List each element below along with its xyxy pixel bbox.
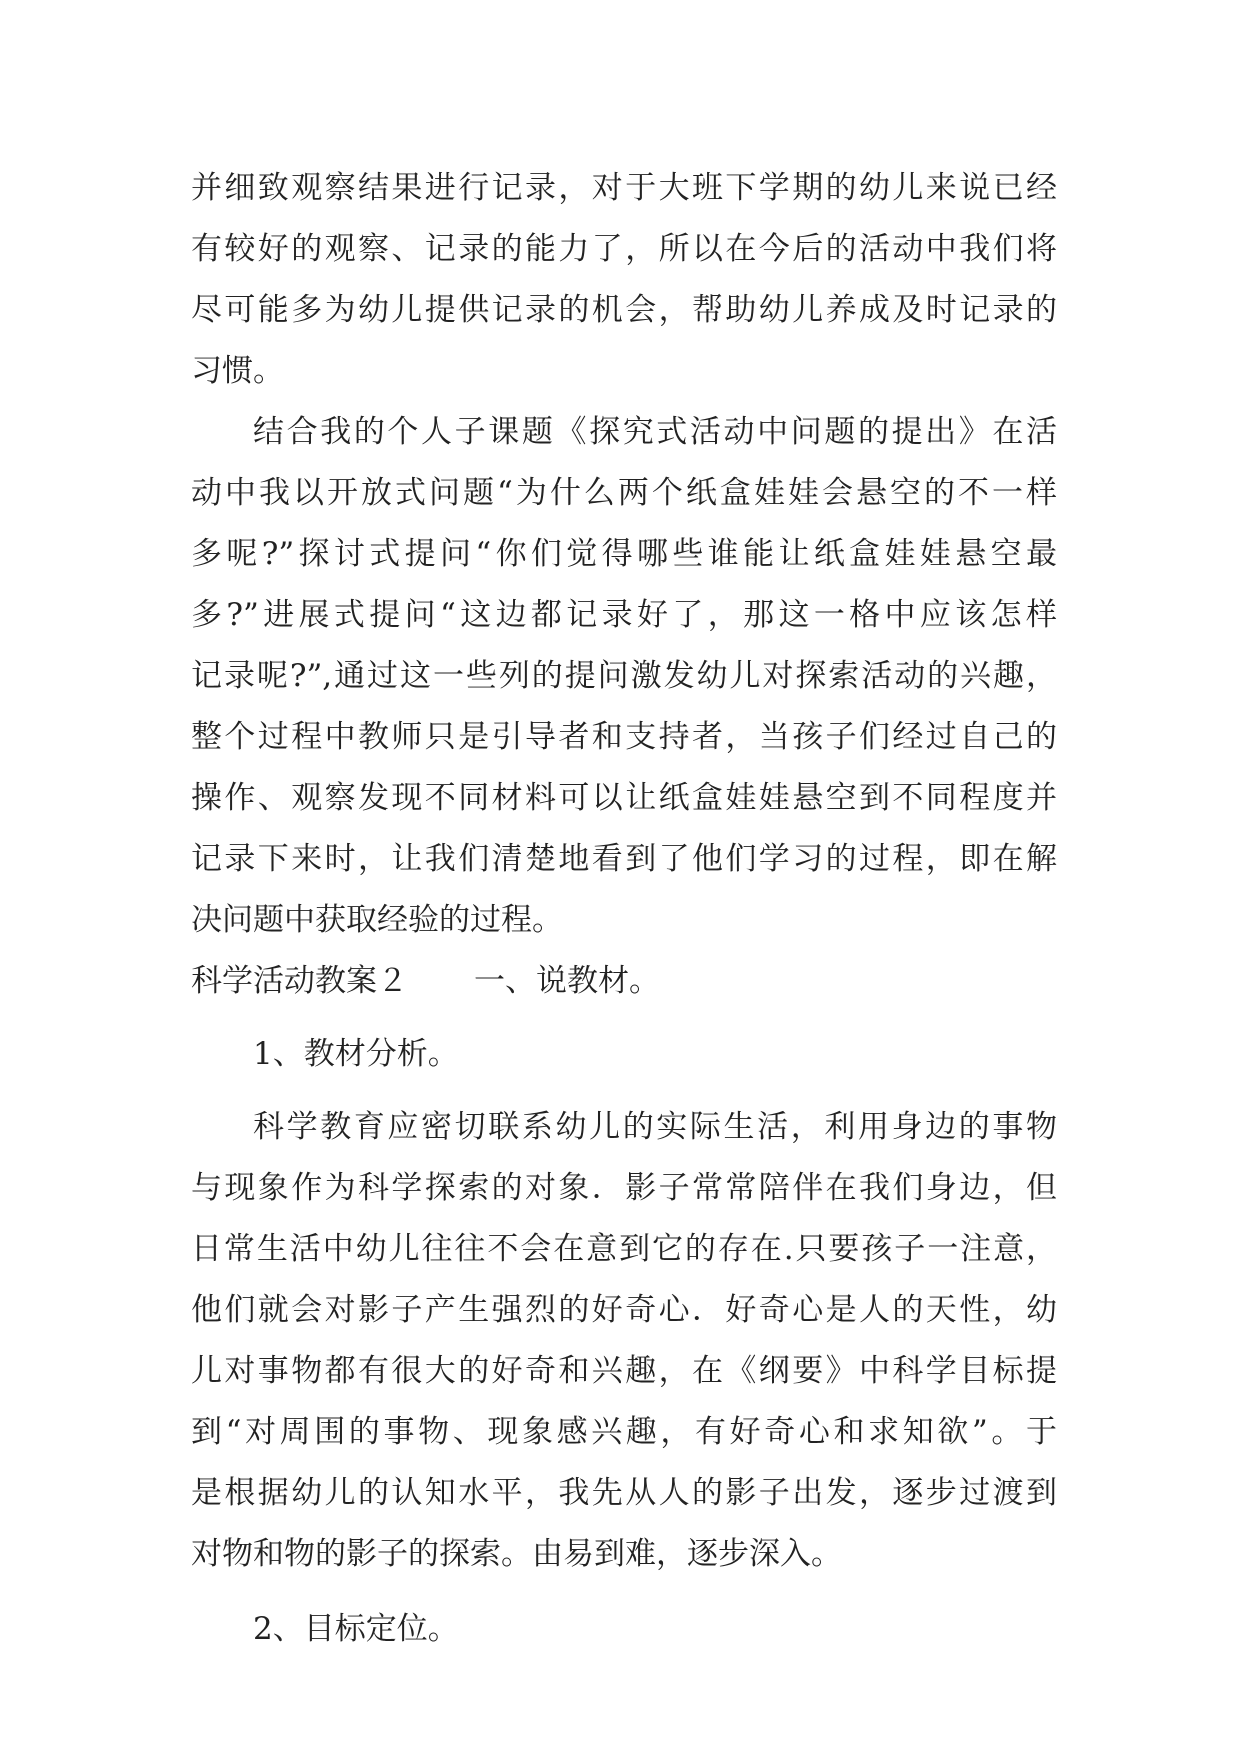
text-line: 有较好的观察、记录的能力了，所以在今后的活动中我们将	[191, 231, 1057, 267]
text-line: 对物和物的影子的探索。由易到难，逐步深入。	[191, 1536, 842, 1572]
text-line: 他们就会对影子产生强烈的好奇心．好奇心是人的天性，幼	[191, 1292, 1057, 1328]
text-line: 决问题中获取经验的过程。	[191, 902, 563, 938]
paragraph-observation-record	[191, 158, 1057, 402]
text-line: 多?”进展式提问“这边都记录好了，那这一格中应该怎样	[191, 597, 1057, 633]
text-line: 日常生活中幼儿往往不会在意到它的存在.只要孩子一注意，	[191, 1231, 1057, 1267]
text-line: 是根据幼儿的认知水平，我先从人的影子出发，逐步过渡到	[191, 1475, 1057, 1511]
section-title: 科学活动教案２	[191, 963, 408, 999]
paragraph-material-analysis	[191, 1097, 1057, 1585]
text-line: 记录下来时，让我们清楚地看到了他们学习的过程，即在解	[191, 841, 1057, 877]
section-heading	[191, 951, 1057, 1012]
text-line: 操作、观察发现不同材料可以让纸盒娃娃悬空到不同程度并	[191, 780, 1057, 816]
paragraph-questioning	[191, 402, 1057, 951]
text-line: 科学教育应密切联系幼儿的实际生活，利用身边的事物	[253, 1109, 1057, 1145]
text-line: 整个过程中教师只是引导者和支持者，当孩子们经过自己的	[191, 719, 1057, 755]
text-line: 儿对事物都有很大的好奇和兴趣，在《纲要》中科学目标提	[191, 1353, 1057, 1389]
document-body	[191, 158, 1057, 1660]
subsection-heading: 2、目标定位。	[253, 1611, 459, 1647]
section-subtitle: 一、说教材。	[474, 963, 660, 999]
text-line: 到“对周围的事物、现象感兴趣，有好奇心和求知欲”。于	[191, 1414, 1057, 1450]
text-line: 并细致观察结果进行记录，对于大班下学期的幼儿来说已经	[191, 170, 1057, 206]
text-line: 尽可能多为幼儿提供记录的机会，帮助幼儿养成及时记录的	[191, 292, 1057, 328]
text-line: 多呢?”探讨式提问“你们觉得哪些谁能让纸盒娃娃悬空最	[191, 536, 1057, 572]
text-line: 习惯。	[191, 353, 284, 389]
text-line: 与现象作为科学探索的对象．影子常常陪伴在我们身边，但	[191, 1170, 1057, 1206]
text-line: 动中我以开放式问题“为什么两个纸盒娃娃会悬空的不一样	[191, 475, 1057, 511]
text-line: 结合我的个人子课题《探究式活动中问题的提出》在活	[253, 414, 1057, 450]
text-line: 记录呢?”,通过这一些列的提问激发幼儿对探索活动的兴趣，	[191, 658, 1057, 694]
subsection-heading: 1、教材分析。	[253, 1036, 459, 1072]
